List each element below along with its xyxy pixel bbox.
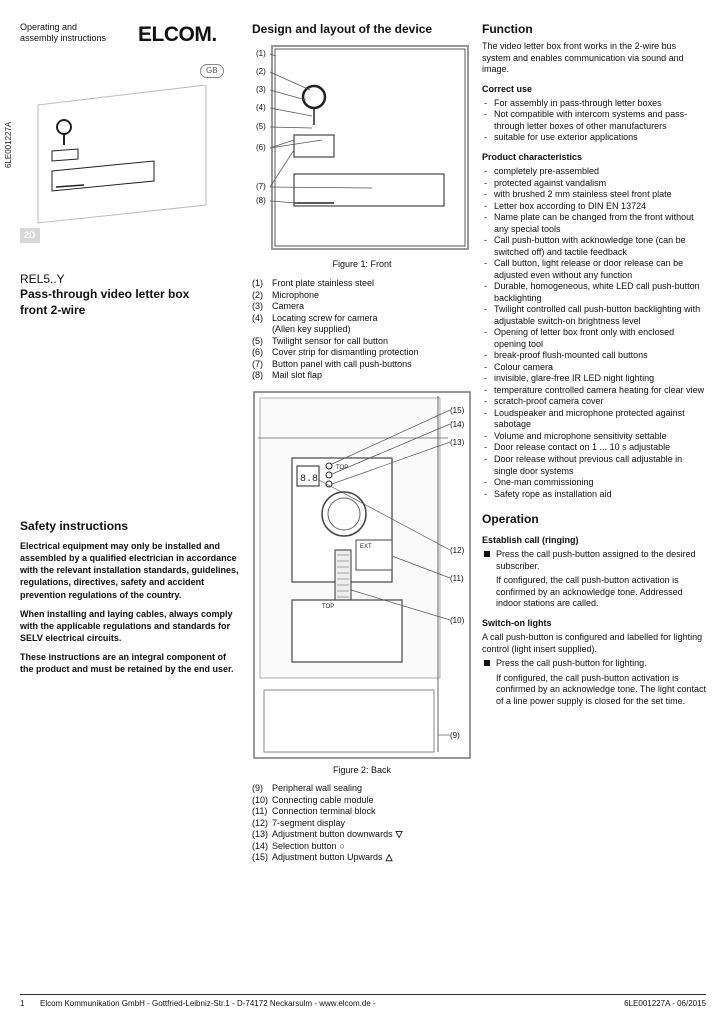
footer-doc-code: 6LE001227A - 06/2015 [624,999,706,1008]
triangle-down-icon: ▽ [395,829,403,840]
lights-intro: A call push-button is configured and labelled for lighting control (light insert supplied). [482,632,703,654]
fig1-callout: (2) [256,67,266,76]
legend-item: (2) Microphone [252,289,320,300]
fig1-callout: (8) [256,196,266,205]
top-label-2: TOP [322,604,335,610]
cover-strip [294,135,334,157]
safety-heading: Safety instructions [20,519,129,533]
top-label: TOP [336,465,349,471]
doc-code-vertical: 6LE001227A [4,121,13,168]
ext-label: EXT [360,544,372,550]
correct-use-list [482,98,706,144]
list-item: - break-proof flush-mounted call buttons [482,350,706,362]
list-item: - invisible, glare-free IR LED night lighting [482,373,706,385]
product-title [20,287,220,318]
figure1-caption: Figure 1: Front [332,259,392,269]
adjust-up-button [326,463,332,469]
product-thumbnail [36,85,226,225]
list-item: - Colour camera [482,362,706,374]
legend-item: (10) Connecting cable module [252,794,374,805]
list-item: - Call button, light release or door release can be adjusted even without any function [482,258,706,281]
list-item: - Letter box according to DIN EN 13724 [482,201,706,213]
design-heading: Design and layout of the device [252,22,433,36]
legend-item: (4) Locating screw for camera [252,312,378,323]
characteristics-heading: Product characteristics [482,151,583,162]
legend-back [252,783,474,864]
list-item: - Safety rope as installation aid [482,489,706,501]
footer-divider [20,994,706,995]
operation-note: If configured, the call push-button activation is confirmed by an acknowledge tone. The light contact of a line power supply is closed for the set time. [496,672,706,706]
legend-item: (15) Adjustment button Upwards △ [252,852,393,863]
fig2-callout: (14) [450,420,465,429]
list-item: - Not compatible with intercom systems and pass-through letter boxes of other manufacturers [482,109,706,132]
segment-digits: 8.8 [300,474,319,485]
fig2-callout: (10) [450,616,465,625]
product-title-line2: front 2-wire [20,302,86,317]
selection-button [326,472,332,478]
document-type [20,22,130,44]
figure2-caption: Figure 2: Back [332,765,392,775]
operation-step: Press the call push-button assigned to the desired subscriber. [482,549,706,572]
triangle-up-icon: △ [385,852,393,863]
legend-item: (13) Adjustment button downwards ▽ [252,829,403,840]
badge-2d: 2D [20,228,40,243]
correct-use-heading: Correct use [482,83,533,94]
list-item: - One-man commissioning [482,477,706,489]
fig2-callout: (13) [450,438,465,447]
bullet-square-icon [484,660,490,666]
characteristics-list [482,166,706,500]
legend-item: (8) Mail slot flap [252,370,323,381]
fig2-callout: (12) [450,546,465,555]
fig2-callout: (15) [450,406,465,415]
function-intro: The video letter box front works in the 2-wire bus system and enables communication via sound and image. [482,41,684,75]
fig2-callout: (9) [450,731,460,740]
camera-lens-inner [328,498,360,530]
bullet-square-icon [484,551,490,557]
list-item: - Door release contact on 1 ... 10 s adjustable [482,442,706,454]
list-item: - scratch-proof camera cover [482,396,706,408]
list-item: - with brushed 2 mm stainless steel front plate [482,189,706,201]
list-item: - Volume and microphone sensitivity settable [482,431,706,443]
circle-icon: ○ [339,840,345,851]
list-item: - suitable for use exterior applications [482,132,706,144]
establish-heading: Establish call (ringing) [482,535,579,546]
safety-section [20,519,242,682]
list-item: - Door release without previous call adjustable in single door systems [482,454,706,477]
legend-item: (12) 7-segment display [252,817,346,828]
header-left [20,22,240,44]
product-title-line1: Pass-through video letter box [20,287,190,301]
language-badge: GB [200,64,224,78]
legend-item: (6) Cover strip for dismantling protection [252,347,419,358]
list-item: - Call push-button with acknowledge tone (can be switched off) and tactile feedback [482,235,706,258]
lights-heading: Switch-on lights [482,617,552,628]
list-item: - Loudspeaker and microphone protected against sabotage [482,408,706,431]
doc-type-line1: Operating and [20,22,78,32]
camera-ring [303,86,325,108]
list-item: - completely pre-assembled [482,166,706,178]
legend-item: (7) Button panel with call push-buttons [252,358,412,369]
legend-item: (3) Camera [252,301,305,312]
brand-logo: ELCOM. [138,23,217,46]
list-item: - For assembly in pass-through letter boxes [482,98,706,110]
footer [20,999,706,1009]
product-code: REL5..Y [20,272,65,286]
design-section [252,22,474,37]
operation-note: If configured, the call push-button activation is confirmed by an acknowledge tone. Addressed indoor stations are called. [496,575,683,609]
button-module [292,600,402,662]
operation-heading: Operation [482,512,539,527]
fig1-callout: (5) [256,122,266,131]
legend-item: (1) Front plate stainless steel [252,278,375,288]
doc-type-line2: assembly instructions [20,32,107,43]
list-item: - Opening of letter box front only with enclosed opening tool [482,327,706,350]
button-panel [294,174,444,206]
fig1-callout: (1) [256,49,266,58]
figure-front [252,40,472,255]
figure-back [252,390,472,760]
legend-item: (9) Peripheral wall sealing [252,783,363,793]
fig1-callout: (3) [256,85,266,94]
legend-item: (Allen key supplied) [272,324,351,335]
list-item: - temperature controlled camera heating for clear view [482,385,706,397]
safety-paragraph: Electrical equipment may only be installed and assembled by a qualified electrician in accordance with the relevant installation standards, guidelines, regulations, directives, safety and accident prevention regulations of the country. [20,541,239,600]
safety-paragraph: These instructions are an integral component of the product and must be retained by the end user. [20,652,234,675]
safety-paragraph: When installing and laying cables, always comply with the applicable regulations and standards for SELV electrical circuits. [20,608,233,643]
fig1-callout: (6) [256,143,266,152]
legend-item: (5) Twilight sensor for call button [252,335,389,346]
list-item: - Name plate can be changed from the front without any special tools [482,212,706,235]
legend-front [252,278,474,382]
list-item: - protected against vandalism [482,178,706,190]
page-number: 1 [20,999,25,1008]
legend-item: (14) Selection button ○ [252,840,345,851]
fig1-callout: (7) [256,182,266,191]
function-heading: Function [482,22,533,36]
footer-address: Elcom Kommunikation GmbH - Gottfried-Leibniz-Str.1 - D-74172 Neckarsulm - www.elcom.de - [40,999,376,1008]
mail-slot-housing [264,690,434,752]
operation-step: Press the call push-button for lighting. [482,658,706,670]
list-item: - Twilight controlled call push-button backlighting with adjustable switch-on brightness level [482,304,706,327]
fig1-callout: (4) [256,103,266,112]
fig2-callout: (11) [450,574,464,583]
list-item: - Durable, homogeneous, white LED call push-button backlighting [482,281,706,304]
thumb-plate [38,85,206,223]
legend-item: (11) Connection terminal block [252,806,376,817]
function-section [482,22,706,713]
